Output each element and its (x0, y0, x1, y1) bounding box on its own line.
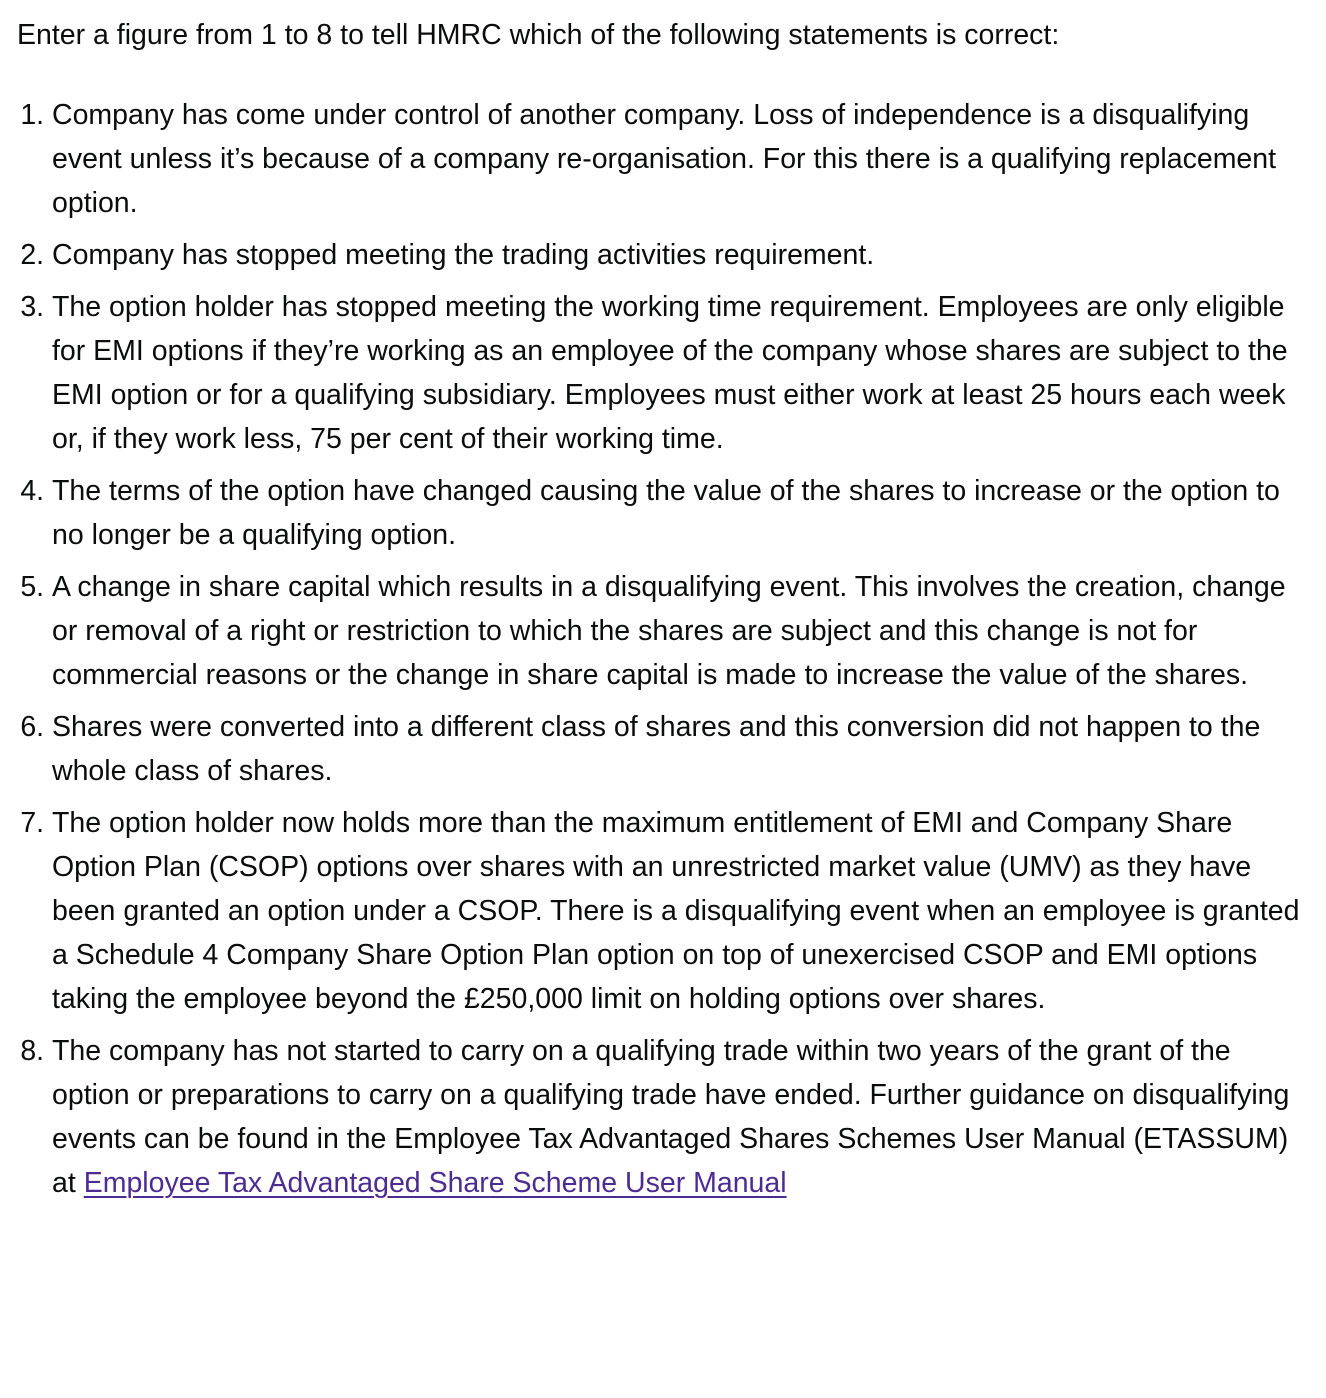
statement-7: 7. The option holder now holds more than the maximum entitlement of EMI and Company Share Option Plan (CSOP) options over shares with an unrestricted market value (UMV) as they have been granted an option under a CSOP. There is a disqualifying event when an employee is granted a Schedule 4 Company Share Option Plan option on top of unexercised CSOP and EMI options taking the employee beyond the £250,000 limit on holding options over shares. (52, 801, 1306, 1021)
statement-3: 3. The option holder has stopped meeting the working time requirement. Employees are only eligible for EMI options if they’re working as an employee of the company whose shares are subject to the EMI option or for a qualifying subsidiary. Employees must either work at least 25 hours each week or, if they work less, 75 per cent of their working time. (52, 285, 1306, 461)
statement-8-text: The company has not started to carry on a qualifying trade within two years of the grant of the option or preparations to carry on a qualifying trade have ended. Further guidance on disqualifying events can be found in the Employee Tax Advantaged Shares Schemes User Manual (ETASSUM) at (52, 1035, 1290, 1199)
statement-8 (52, 1029, 1306, 1205)
statement-6: 6. Shares were converted into a different class of shares and this conversion did not happen to the whole class of shares. (52, 705, 1306, 793)
intro-text: Enter a figure from 1 to 8 to tell HMRC which of the following statements is correct: (17, 19, 1060, 51)
statement-4: 4. The terms of the option have changed causing the value of the shares to increase or the option to no longer be a qualifying option. (52, 469, 1306, 557)
statement-1: 1. Company has come under control of another company. Loss of independence is a disqualifying event unless it’s because of a company re-organisation. For this there is a qualifying replacement option. (52, 93, 1306, 225)
statements-list (17, 93, 1306, 1205)
statement-2: 2. Company has stopped meeting the trading activities requirement. (52, 233, 1306, 277)
etassum-manual-link[interactable]: Employee Tax Advantaged Share Scheme User Manual (83, 1167, 787, 1199)
statement-5: 5. A change in share capital which results in a disqualifying event. This involves the creation, change or removal of a right or restriction to which the shares are subject and this change is not for commercial reasons or the change in share capital is made to increase the value of the shares. (52, 565, 1306, 697)
